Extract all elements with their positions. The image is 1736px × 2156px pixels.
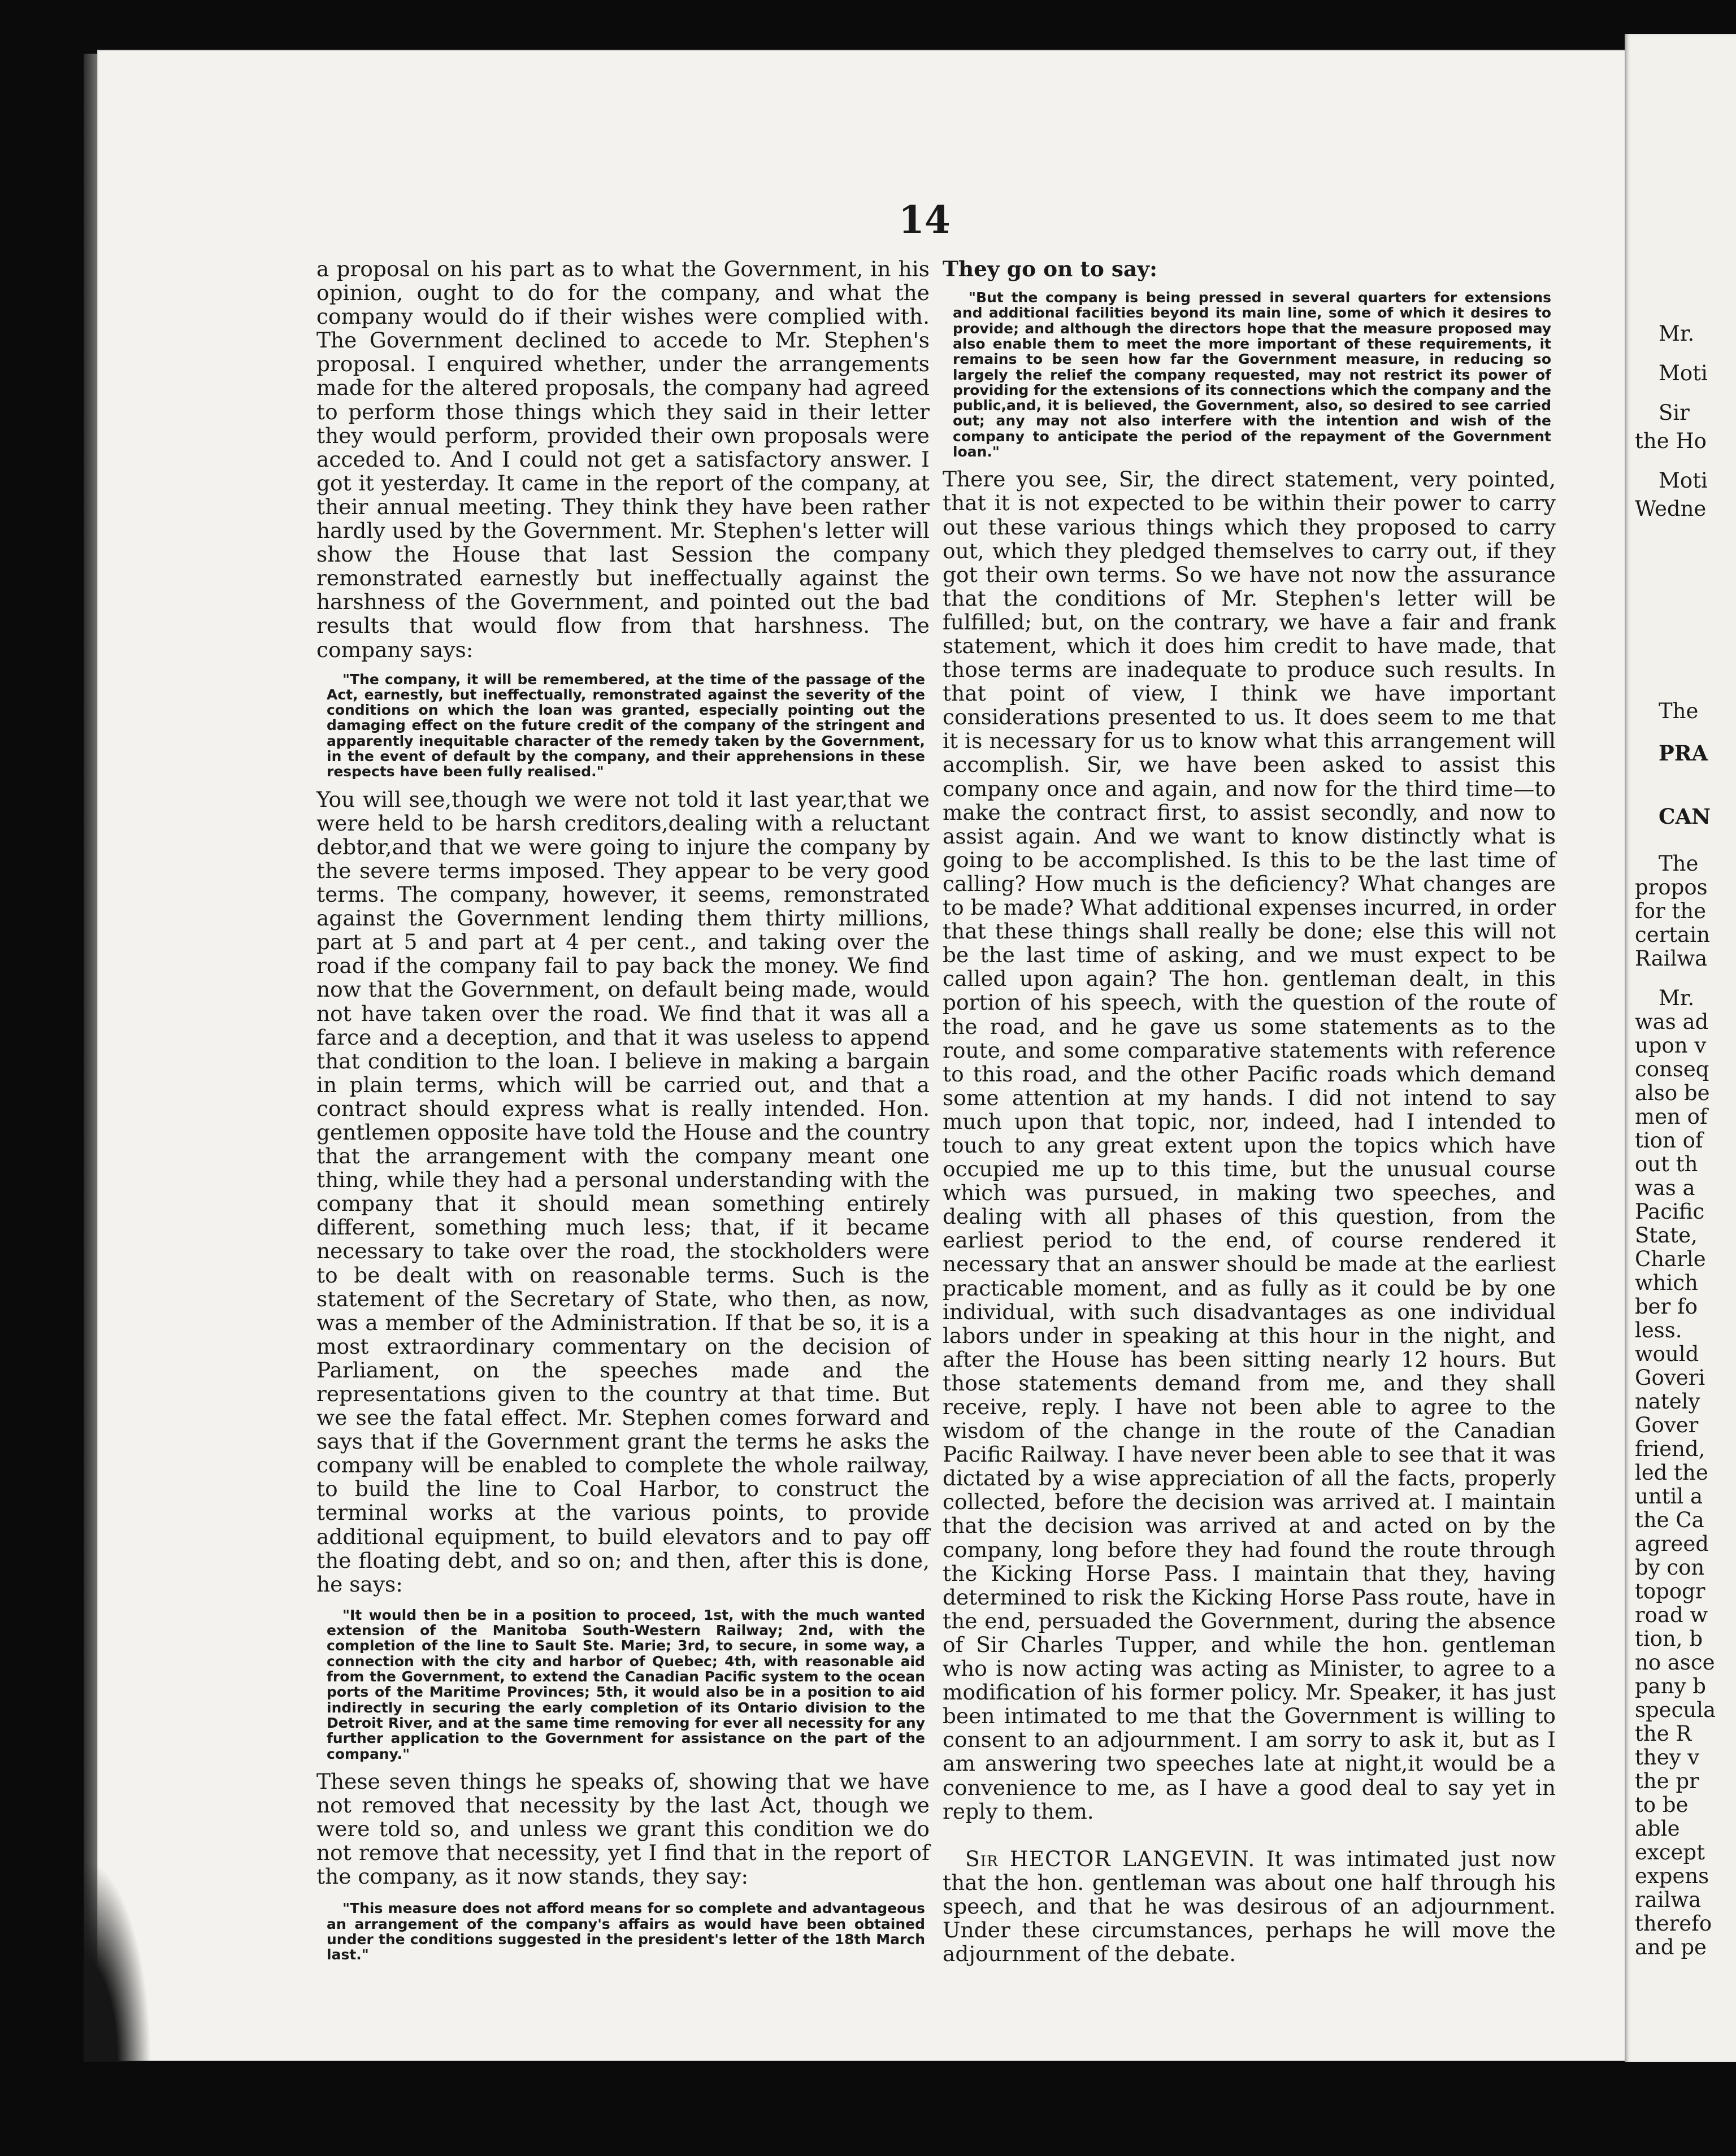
facing-page-line: men of (1635, 1105, 1708, 1129)
facing-page-line: and pe (1635, 1935, 1707, 1959)
right-paragraph-1: They go on to say: (943, 257, 1157, 281)
facing-page-line: Wedne (1635, 497, 1707, 521)
left-quote-3: "This measure does not afford means for so complete and advantageous an arrangement of the company's affairs as would have been obtained under the conditions suggested in the president's letter of the 18th March last." (327, 1900, 925, 1963)
facing-page-line: pany b (1635, 1674, 1706, 1698)
page-number: 14 (899, 198, 951, 242)
facing-page-line: Moti (1659, 468, 1708, 493)
right-paragraph-3 (943, 1847, 1556, 1966)
facing-page-line: for the (1635, 899, 1707, 923)
left-paragraph-3: These seven things he speaks of, showing that we have not removed that necessity by the last Act, though we were told so, and unless we grant this condition we do not remove that necessity, yet I find that in the report of the company, as it now stands, they say: (316, 1768, 930, 1889)
facing-page-line: ber fo (1635, 1294, 1698, 1319)
facing-page-line: Charle (1635, 1247, 1706, 1271)
left-paragraph-2: You will see,though we were not told it last year,that we were held to be harsh creditors,dealing with a reluctant debtor,and that we were going to injure the company by the severe terms imposed. They appear to be very good terms. The company, however, it seems, remonstrated against the Government lending them thirty millions, part at 5 and part at 4 per cent., and taking over the road if the company fail to pay back the money. We find now that the Government, on default being made, would not have taken over the road. We find that it was all a farce and a deception, and that it was useless to append that condition to the loan. I believe in making a bargain in plain terms, which will be carried out, and that a contract should express what is really intended. Hon. gentlemen opposite have told the House and the country that the arrangement with the company meant one thing, while they had a personal understanding with the company that it should mean something entirely different, something much less; that, if it became necessary to take over the road, the stockholders were to be dealt with on reasonable terms. Such is the statement of the Secretary of State, who then, as now, was a member of the Administration. If that be so, it is a most extraordinary commentary on the decision of Parliament, on the speeches made and the representations given to the country at that time. But we see the fatal effect. Mr. Stephen comes forward and says that if the Government grant the terms he asks the company will be enabled to complete the whole railway, to build the line to Coal Harbor, to construct the terminal works at the various points, to provide additional equipment, to build elevators and to pay off the floating debt, and so on; and then, after this is done, he says: (316, 786, 930, 1597)
facing-page-line: less. (1635, 1318, 1682, 1342)
facing-page-line: able (1635, 1816, 1680, 1841)
facing-page-line: The (1659, 699, 1699, 723)
facing-page-line: which (1635, 1271, 1698, 1295)
left-quote-1: "The company, it will be remembered, at the time of the passage of the Act, earnestly, but ineffectually, remonstrated against the severity of the conditions on which the loan was granted, especially pointing out the damaging effect on the future credit of the company of the stringent and apparently inequitable character of the remedy taken by the Government, in the event of default by the company, and their apprehensions in these respects have been fully realised." (327, 671, 925, 780)
facing-page-line: railwa (1635, 1888, 1702, 1912)
facing-page-line: was a (1635, 1176, 1695, 1200)
facing-page-line: Gover (1635, 1413, 1699, 1437)
facing-page-line: the Ca (1635, 1508, 1704, 1532)
facing-page-fragment (1625, 34, 1736, 2062)
facing-page-line: Mr. (1659, 321, 1695, 346)
facing-page-line: tion of (1635, 1128, 1703, 1153)
facing-page-line: specula (1635, 1698, 1716, 1722)
facing-page-line: to be (1635, 1793, 1689, 1817)
facing-page-line: propos (1635, 875, 1708, 899)
facing-page-line: friend, (1635, 1437, 1705, 1461)
facing-page-line: Goveri (1635, 1366, 1705, 1390)
facing-page-line: upon v (1635, 1033, 1707, 1058)
facing-page-line: expens (1635, 1864, 1709, 1888)
facing-page-line: no asce (1635, 1650, 1715, 1675)
speaker-text: It was intimated just now that the hon. gentleman was about one half through his speech, and that he was desirous of an adjournment. Under these circumstances, perhaps he will move the adjournment of the debate. (943, 1846, 1556, 1967)
facing-page-line: State, (1635, 1223, 1698, 1247)
facing-page-line: by con (1635, 1555, 1705, 1580)
facing-page-line: the R (1635, 1722, 1692, 1746)
facing-page-line: CAN (1659, 804, 1711, 829)
facing-page-line: Railwa (1635, 946, 1708, 971)
facing-page-line: except (1635, 1840, 1705, 1864)
facing-page-line: was ad (1635, 1010, 1709, 1034)
right-paragraph-2: There you see, Sir, the direct statement, very pointed, that it is not expected to be within their power to carry out these various things which they proposed to carry out, which they pledged themselves to carry out, if they got their own terms. So we have not now the assurance that the conditions of Mr. Stephen's letter will be fulfilled; but, on the contrary, we have a fair and frank statement, which it does him credit to have made, that those terms are inadequate to produce such results. In that point of view, I think we have important considerations presented to us. It does seem to me that it is necessary for us to know what this arrangement will accomplish. Sir, we have been asked to assist this company once and again, and now for the third time—to make the contract first, to assist secondly, and now to assist again. And we want to know distinctly what is going to be accomplished. Is this to be the last time of calling? How much is the deficiency? What changes are to be made? What additional expenses incurred, in order that these things shall really be done; else this will not be the last time of asking, and we must expect to be called upon again? The hon. gentleman dealt, in this portion of his speech, with the question of the route of the road, and he gave us some statements as to the route, and some comparative statements with reference to this road, and the other Pacific roads which demand some attention at my hands. I did not intend to say much upon that topic, nor, indeed, had I intended to touch to any great extent upon the topics which have occupied me up to this time, but the unusual course which was pursued, in making two speeches, and dealing with all phases of this question, from the earliest period to the end, of course rendered it necessary that an answer should be made at the earliest practicable moment, and as fully as it could be by one individual, with such disadvantages as one individual labors under in speaking at this hour in the night, and after the House has been sitting nearly 12 hours. But those statements demand from me, and they shall receive, reply. I have not been able to agree to the wisdom of the change in the route of the Canadian Pacific Railway. I have never been able to see that it was dictated by a wise appreciation of all the facts, properly collected, before the decision was arrived at. I maintain that the decision was arrived at and acted on by the company, long before they had found the route through the Kicking Horse Pass. I maintain that they, having determined to risk the Kicking Horse Pass route, have in the end, persuaded the Government, during the absence of Sir Charles Tupper, and while the hon. gentleman who is now acting was acting as Minister, to agree to a modification of his former policy. Mr. Speaker, it has just been intimated to me that the Government is willing to consent to an adjournment. I am sorry to ask it, but as I am answering two speeches late at night,it would be a convenience to me, as I have a good deal to say yet in reply to them. (943, 467, 1556, 1824)
facing-page-line: would (1635, 1342, 1699, 1366)
facing-page-line: therefo (1635, 1911, 1712, 1936)
facing-page-line: conseq (1635, 1057, 1709, 1081)
facing-page-line: The (1659, 851, 1699, 876)
facing-page-line: nately (1635, 1389, 1700, 1414)
facing-page-line: road w (1635, 1603, 1708, 1627)
facing-page-line: tion, b (1635, 1627, 1703, 1651)
facing-page-line: Pacific (1635, 1199, 1705, 1224)
facing-page-line: also be (1635, 1081, 1710, 1105)
right-quote-1: "But the company is being pressed in several quarters for extensions and additional facilities beyond its main line, some of which it desires to provide; and although the directors hope that the measure proposed may also enable them to meet the more important of these requirements, it remains to be seen how far the Government measure, in reducing so largely the relief the company requested, may not restrict its power of providing for the extensions of its connections which the company and the public,and, it is believed, the Government, also, so desired to see carried out; any may not also interfere with the intention and wish of the company to anticipate the period of the repayment of the Government loan." (953, 289, 1551, 460)
facing-page-line: they v (1635, 1745, 1700, 1770)
facing-page-line: until a (1635, 1484, 1703, 1509)
facing-page-line: topogr (1635, 1579, 1705, 1603)
facing-page-line: agreed (1635, 1532, 1709, 1556)
facing-page-line: Moti (1659, 361, 1708, 385)
right-column (943, 257, 1556, 1966)
facing-page-line: out th (1635, 1152, 1698, 1176)
left-quote-2: "It would then be in a position to proceed, 1st, with the much wanted extension of the Manitoba South-Western Railway; 2nd, with the completion of the line to Sault Ste. Marie; 3rd, to secure, in some way, a connection with the city and harbor of Quebec; 4th, with reasonable aid from the Government, to extend the Canadian Pacific system to the ocean ports of the Maritime Provinces; 5th, it would also be in a position to aid indirectly in securing the early completion of its Ontario division to the Detroit River, and at the same time removing for ever all necessity for any further application to the Government for assistance on the part of the company." (327, 1606, 925, 1762)
facing-page-line: certain (1635, 923, 1710, 947)
left-column (316, 257, 930, 1962)
speaker-name: Sir HECTOR LANGEVIN. (965, 1846, 1256, 1871)
facing-page-line: PRA (1659, 741, 1708, 766)
facing-page-line: led the (1635, 1460, 1708, 1485)
facing-page-line: Mr. (1659, 986, 1695, 1010)
facing-page-line: Sir (1659, 401, 1690, 425)
facing-page-line: the Ho (1635, 429, 1707, 453)
facing-page-line: the pr (1635, 1769, 1699, 1793)
left-paragraph-1: a proposal on his part as to what the Government, in his opinion, ought to do for the company, and what the company would do if their wishes were complied with. The Government declined to accede to Mr. Stephen's proposal. I enquired whether, under the arrangements made for the altered proposals, the company had agreed to perform those things which they said in their letter they would perform, provided their own proposals were acceded to. And I could not get a satisfactory answer. I got it yesterday. It came in the report of the company, at their annual meeting. They think they have been rather hardly used by the Government. Mr. Stephen's letter will show the House that last Session the company remonstrated earnestly but ineffectually against the harshness of the Government, and pointed out the bad results that would flow from that harshness. The company says: (316, 257, 930, 662)
